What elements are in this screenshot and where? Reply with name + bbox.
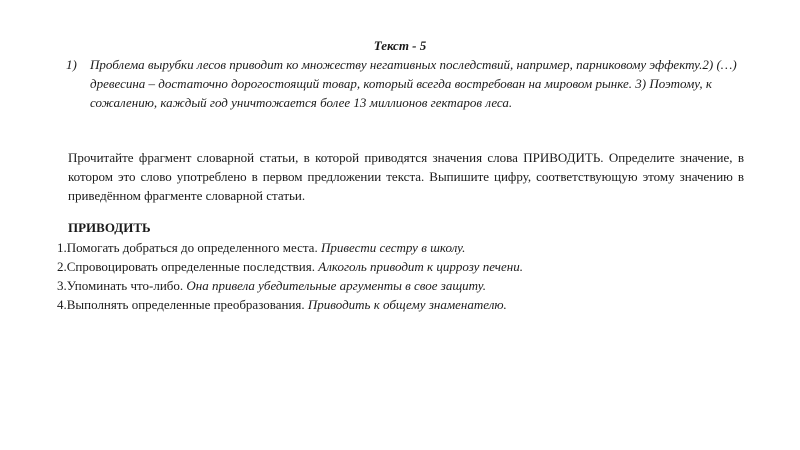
- meaning-number: 3.: [57, 278, 67, 293]
- meaning-number: 4.: [57, 297, 67, 312]
- text-title: Текст - 5: [373, 38, 427, 53]
- meaning-text: Выполнять определенные преобразования.: [66, 297, 305, 312]
- dictionary-headword: ПРИВОДИТЬ: [68, 220, 151, 235]
- meaning-number: 2.: [57, 259, 67, 274]
- meaning-example: Привести сестру в школу.: [320, 240, 466, 255]
- meaning-number: 1.: [57, 240, 67, 255]
- meaning-item-1: [57, 238, 757, 257]
- text-number: 1): [66, 57, 77, 72]
- task-instruction: Прочитайте фрагмент словарной статьи, в которой приводятся значения слова ПРИВОДИТЬ. Определите значение, в котором это слово употреблено в первом предложении текста. Выпишите цифру, соответствующую этому значению в приведённом фрагменте словарной статьи.: [68, 150, 744, 203]
- meaning-example: Она привела убедительные аргументы в свое защиту.: [186, 278, 486, 293]
- meaning-item-4: [57, 295, 757, 314]
- meaning-item-2: [57, 257, 757, 276]
- source-text: [66, 55, 746, 112]
- text-body: Проблема вырубки лесов приводит ко множеству негативных последствий, например, парниковому эффекту.2) (…) древесина – достаточно дорогостоящий товар, который всегда востребован на мировом рынке. 3) Поэтому, к сожалению, каждый год уничтожается более 13 миллионов гектаров леса.: [90, 57, 737, 110]
- meaning-example: Приводить к общему знаменателю.: [307, 297, 507, 312]
- meaning-text: Спровоцировать определенные последствия.: [66, 259, 315, 274]
- meaning-example: Алкоголь приводит к циррозу печени.: [318, 259, 523, 274]
- dictionary-meanings: [57, 238, 757, 314]
- meaning-item-3: [57, 276, 757, 295]
- meaning-text: Помогать добраться до определенного места.: [66, 240, 318, 255]
- meaning-text: Упоминать что-либо.: [66, 278, 184, 293]
